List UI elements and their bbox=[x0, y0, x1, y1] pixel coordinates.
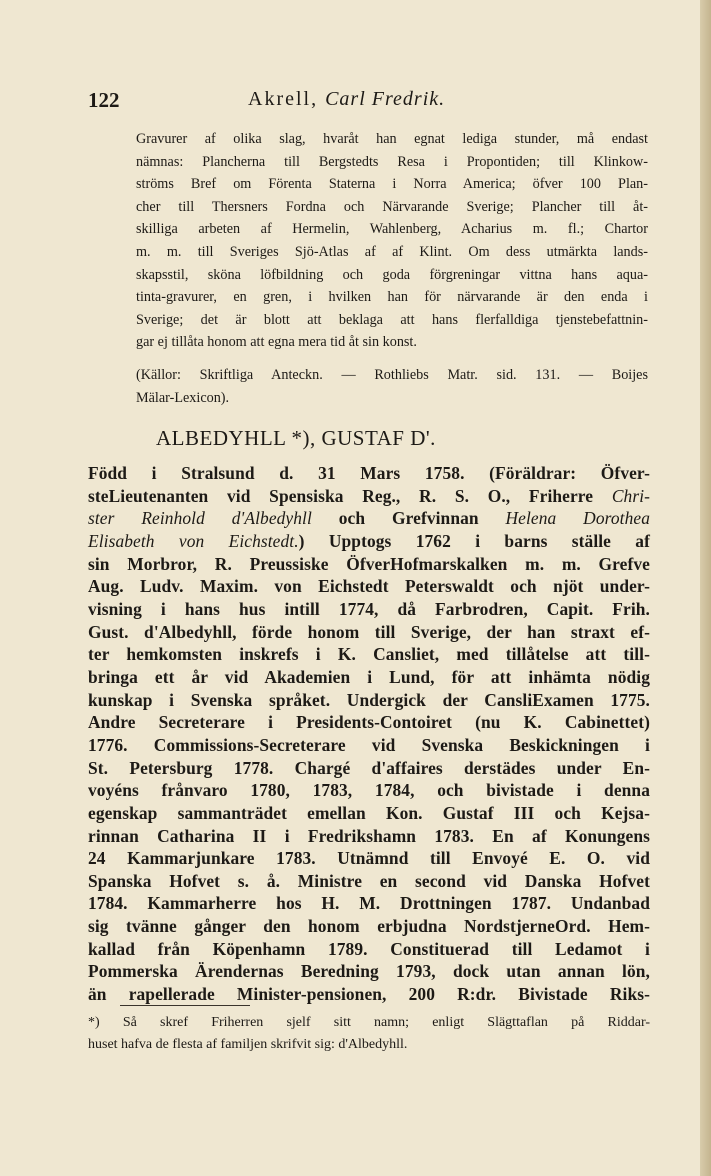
entry-heading: ALBEDYHLL *), GUSTAF D'. bbox=[156, 426, 436, 450]
footnote-line: huset hafva de flesta af familjen skrifvit sig: d'Albedyhll. bbox=[88, 1037, 408, 1052]
running-head-surname: Akrell, bbox=[248, 88, 319, 110]
text-line: voyéns frånvaro 1780, 1783, 1784, och bivistade i denna bbox=[88, 780, 650, 801]
text-line: ströms Bref om Förenta Staterna i Norra America; öfver 100 Plan- bbox=[136, 176, 648, 193]
text-line bbox=[88, 530, 650, 553]
text-line: gar ej tillåta honom att egna mera tid åt sin konst. bbox=[136, 334, 417, 351]
albedyhll-entry-text bbox=[88, 462, 650, 1006]
page-number: 122 bbox=[88, 88, 120, 112]
text-segment: ) Upptogs 1762 i barns ställe af bbox=[298, 530, 650, 551]
text-line: Gravurer af olika slag, hvaråt han egnat lediga stunder, må endast bbox=[136, 131, 648, 147]
running-head-name: Carl Fredrik. bbox=[325, 88, 446, 110]
text-line: sin Morbror, R. Preussiske ÖfverHofmarskalken m. m. Grefve bbox=[88, 553, 650, 574]
text-line: Sverige; det är blott att beklaga att hans flerfalldiga tjenstebefattnin- bbox=[136, 311, 648, 328]
text-line: Andre Secreterare i Presidents-Contoiret (nu K. Cabinettet) bbox=[88, 712, 650, 733]
sources-line: (Källor: Skriftliga Anteckn. — Rothliebs Matr. sid. 131. — Boijes bbox=[136, 366, 648, 383]
text-line: nämnas: Plancherna till Bergstedts Resa i Propontiden; till Klinkow- bbox=[136, 153, 648, 170]
text-line: Pommerska Ärendernas Beredning 1793, dock utan annan lön, bbox=[88, 961, 650, 982]
text-line: kallad från Köpenhamn 1789. Constituerad till Ledamot i bbox=[88, 938, 650, 959]
text-line: bringa ett år vid Akademien i Lund, för att inhämta nödig bbox=[88, 666, 650, 687]
footnote-line: *) Så skref Friherren sjelf sitt namn; enligt Slägttaflan på Riddar- bbox=[88, 1015, 650, 1030]
akrell-paragraph bbox=[136, 128, 648, 354]
text-line: m. m. till Sveriges Sjö-Atlas af af Klint. Om dess utmärkta lands- bbox=[136, 243, 648, 260]
text-segment-italic: ster Reinhold d'Albedyhll bbox=[88, 508, 312, 529]
text-line: än rapellerade Minister-pensionen, 200 R:dr. Bivistade Riks- bbox=[88, 984, 650, 1005]
page-edge bbox=[700, 0, 711, 1176]
text-line: tinta-gravurer, en gren, i hvilken han för närvarande är den enda i bbox=[136, 289, 648, 306]
text-line: 24 Kammarjunkare 1783. Utnämnd till Envoyé E. O. vid bbox=[88, 848, 650, 869]
sources-note bbox=[136, 364, 648, 409]
text-line: rinnan Catharina II i Fredrikshamn 1783. En af Konungens bbox=[88, 825, 650, 846]
text-line: visning i hans hus intill 1774, då Farbrodren, Capit. Frih. bbox=[88, 598, 650, 619]
text-line: cher till Thersners Fordna och Närvarande Sverige; Plancher till åt- bbox=[136, 198, 648, 215]
text-segment-italic: Helena Dorothea bbox=[505, 508, 650, 529]
text-line: sig tvänne gånger den honom erbjudna NordstjerneOrd. Hem- bbox=[88, 916, 650, 937]
text-segment: och Grefvinnan bbox=[338, 508, 479, 529]
text-line: St. Petersburg 1778. Chargé d'affaires derstädes under En- bbox=[88, 757, 650, 778]
text-line: Född i Stralsund d. 31 Mars 1758. (Föräldrar: Öfver- bbox=[88, 463, 650, 483]
text-line: Gust. d'Albedyhll, förde honom till Sverige, der han straxt ef- bbox=[88, 621, 650, 642]
sources-line: Mälar-Lexicon). bbox=[136, 389, 230, 406]
page-header bbox=[88, 88, 658, 118]
text-line: skilliga arbeten af Hermelin, Wahlenberg, Acharius m. fl.; Chartor bbox=[136, 221, 648, 238]
text-line: Spanska Hofvet s. å. Ministre en second vid Danska Hofvet bbox=[88, 870, 650, 891]
text-segment-italic: Chri- bbox=[611, 485, 651, 506]
footnote-divider bbox=[120, 1005, 250, 1006]
text-segment-italic: Elisabeth von Eichstedt. bbox=[88, 530, 299, 551]
akrell-entry-text bbox=[136, 128, 648, 409]
text-line bbox=[88, 507, 650, 530]
text-line: egenskap sammanträdet emellan Kon. Gustaf III och Kejsa- bbox=[88, 802, 650, 823]
footnote bbox=[88, 1012, 650, 1056]
text-line: Aug. Ludv. Maxim. von Eichstedt Peterswaldt och njöt under- bbox=[88, 576, 650, 597]
text-line: 1776. Commissions-Secreterare vid Svenska Beskickningen i bbox=[88, 734, 650, 755]
running-head bbox=[248, 88, 445, 111]
text-segment: steLieutenanten vid Spensiska Reg., R. S. O., Friherre bbox=[88, 485, 594, 506]
text-line bbox=[88, 485, 650, 508]
text-line: kunskap i Svenska språket. Undergick der CansliExamen 1775. bbox=[88, 689, 650, 710]
text-line: ter hemkomsten inskrefs i K. Cansliet, med tillåtelse att till- bbox=[88, 644, 650, 665]
text-line: 1784. Kammarherre hos H. M. Drottningen 1787. Undanbad bbox=[88, 893, 650, 914]
text-line: skapsstil, sköna löfbildning och goda förgreningar vittna hans aqua- bbox=[136, 266, 648, 283]
